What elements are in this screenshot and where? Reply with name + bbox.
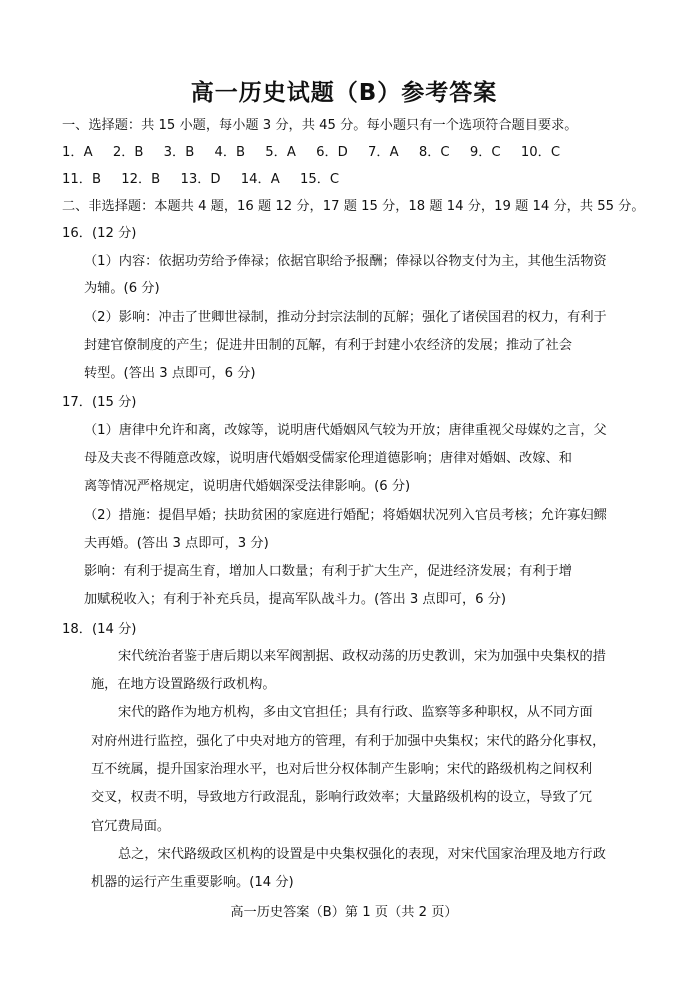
page-title: 高一历史试题（B）参考答案 xyxy=(190,80,498,106)
q16-line: 转型。(答出 3 点即可，6 分) xyxy=(84,366,256,381)
q17-line: （1）唐律中允许和离，改嫁等，说明唐代婚姻风气较为开放；唐律重视父母媒妁之言，父 xyxy=(84,423,607,438)
q17-heading: 17．(15 分) xyxy=(62,395,137,410)
q18-line: 宋代的路作为地方机构，多由文官担任；具有行政、监察等多种职权，从不同方面 xyxy=(118,705,593,720)
answer-item: 5．A xyxy=(265,145,296,160)
q17-line: 加赋税收入；有利于补充兵员，提高军队战斗力。(答出 3 点即可，6 分) xyxy=(84,592,507,607)
q18-line: 交叉，权责不明，导致地方行政混乱，影响行政效率；大量路级机构的设立，导致了冗 xyxy=(91,790,593,805)
page-footer: 高一历史答案（B）第 1 页（共 2 页） xyxy=(230,905,458,920)
q16-line: （1）内容：依据功劳给予俸禄；依据官职给予报酬；俸禄以谷物支付为主，其他生活物资 xyxy=(84,254,607,269)
section2-heading: 二、非选择题：本题共 4 题，16 题 12 分，17 题 15 分，18 题 14 分，19 题 14 分，共 55 分。 xyxy=(62,199,645,214)
q17-line: 影响：有利于提高生育，增加人口数量；有利于扩大生产，促进经济发展；有利于增 xyxy=(84,564,572,579)
answer-item: 12．B xyxy=(121,172,161,187)
q17-line: 母及夫丧不得随意改嫁，说明唐代婚姻受儒家伦理道德影响；唐律对婚姻、改嫁、和 xyxy=(84,451,572,466)
q18-line: 官冗费局面。 xyxy=(91,819,171,834)
choice-answers-row-2 xyxy=(62,171,355,189)
answer-item: 11．B xyxy=(62,172,102,187)
q17-line: 夫再婚。(答出 3 点即可，3 分) xyxy=(84,536,269,551)
q16-line: （2）影响：冲击了世卿世禄制，推动分封宗法制的瓦解；强化了诸侯国君的权力，有利于 xyxy=(84,310,607,325)
answer-item: 7．A xyxy=(368,145,399,160)
q18-line: 宋代统治者鉴于唐后期以来军阀割据、政权动荡的历史教训，宋为加强中央集权的措 xyxy=(118,649,606,664)
answer-item: 4．B xyxy=(214,145,246,160)
answer-item: 1．A xyxy=(62,145,93,160)
answer-item: 10．C xyxy=(520,145,561,160)
q17-line: 离等情况严格规定，说明唐代婚姻深受法律影响。(6 分) xyxy=(84,479,411,494)
answer-item: 8．C xyxy=(418,145,450,160)
answer-item: 3．B xyxy=(163,145,195,160)
q16-line: 为辅。(6 分) xyxy=(84,281,160,296)
choice-answers-row-1 xyxy=(62,144,576,162)
q18-heading: 18．(14 分) xyxy=(62,622,137,637)
answer-item: 14．A xyxy=(240,172,280,187)
q16-heading: 16．(12 分) xyxy=(62,226,137,241)
q18-line: 对府州进行监控，强化了中央对地方的管理，有利于加强中央集权；宋代的路分化事权， xyxy=(91,734,606,749)
q16-line: 封建官僚制度的产生；促进井田制的瓦解，有利于封建小农经济的发展；推动了社会 xyxy=(84,338,572,353)
q18-line: 互不统属，提升国家治理水平，也对后世分权体制产生影响；宋代的路级机构之间权利 xyxy=(91,762,593,777)
answer-item: 2．B xyxy=(112,145,144,160)
answer-item: 13．D xyxy=(180,172,221,187)
answer-item: 9．C xyxy=(469,145,501,160)
q18-line: 机器的运行产生重要影响。(14 分) xyxy=(91,875,294,890)
q17-line: （2）措施：提倡早婚；扶助贫困的家庭进行婚配；将婚姻状况列入官员考核；允许寡妇鳏 xyxy=(84,508,607,523)
q18-line: 施，在地方设置路级行政机构。 xyxy=(91,677,276,692)
answer-item: 15．C xyxy=(299,172,340,187)
answer-item: 6．D xyxy=(316,145,348,160)
q18-line: 总之，宋代路级政区机构的设置是中央集权强化的表现，对宋代国家治理及地方行政 xyxy=(118,847,606,862)
section1-heading: 一、选择题：共 15 小题，每小题 3 分，共 45 分。每小题只有一个选项符合题目要求。 xyxy=(62,118,578,133)
